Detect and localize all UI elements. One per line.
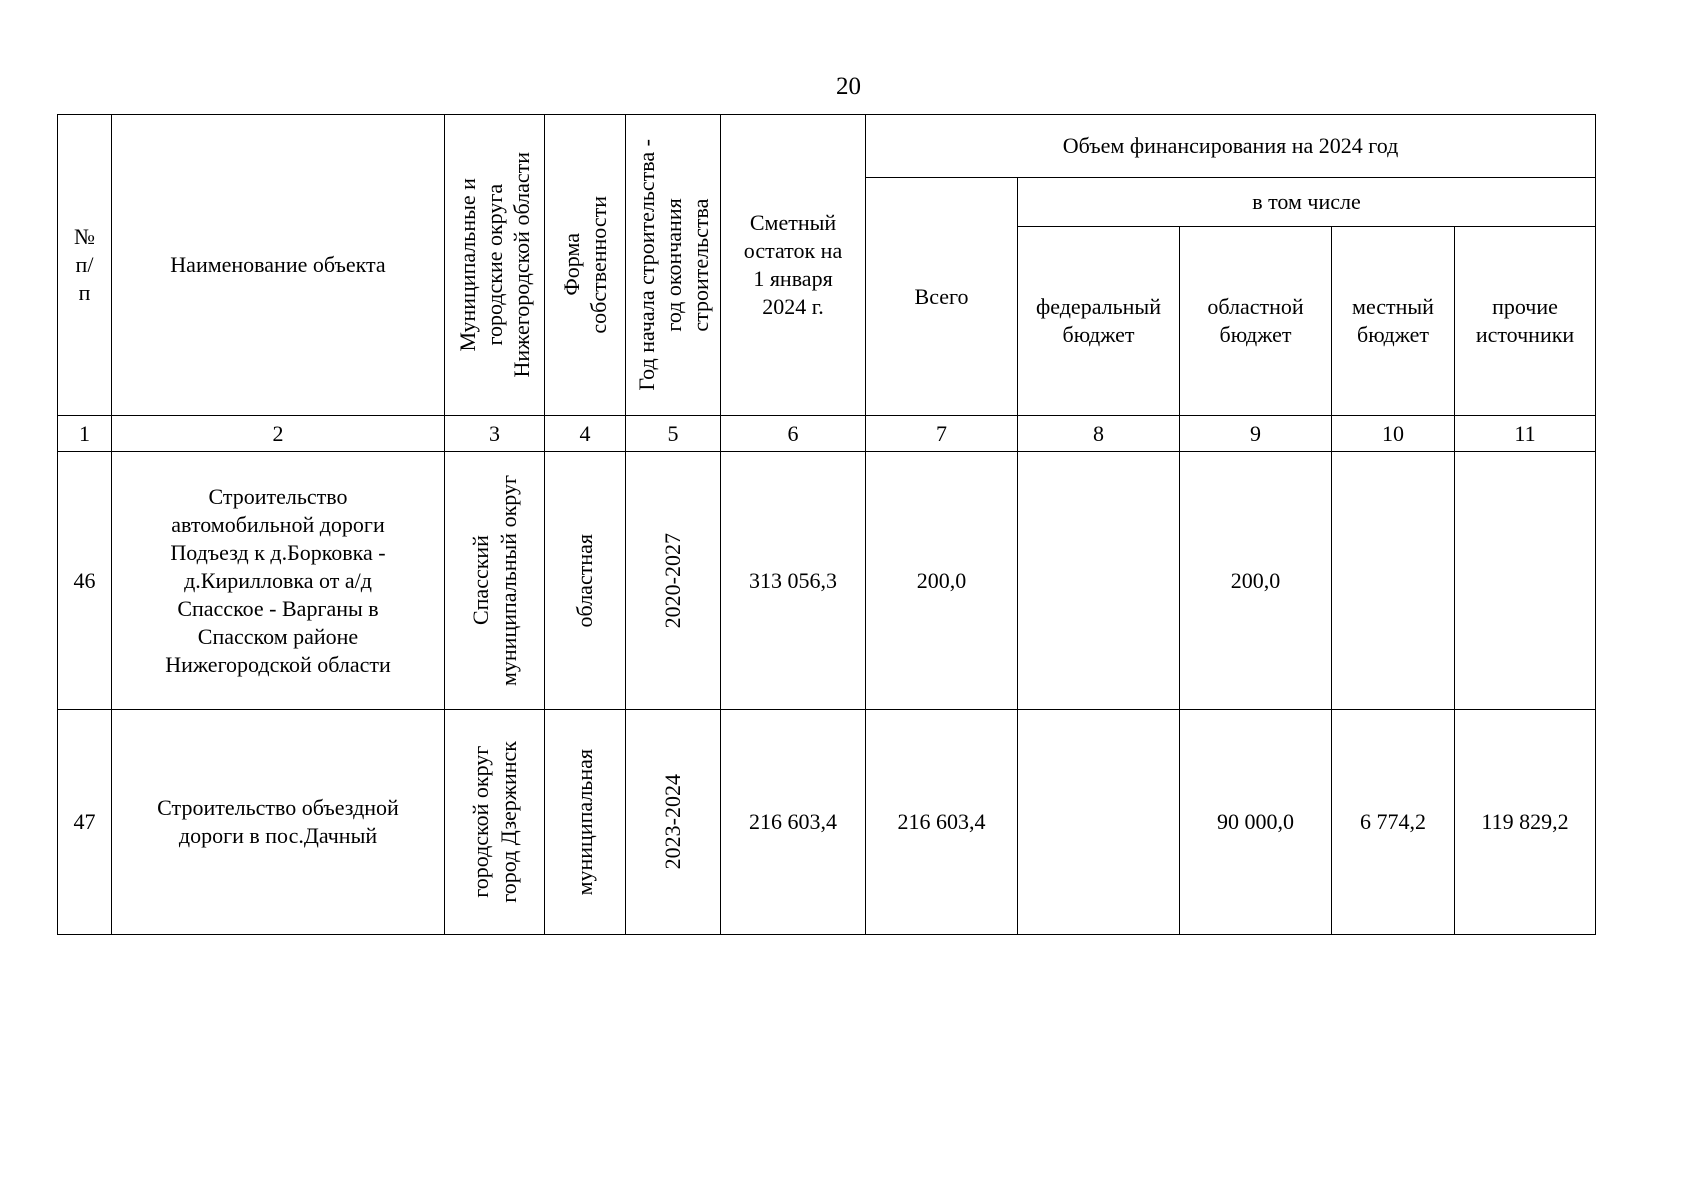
row-federal [1018, 710, 1180, 935]
row-other: 119 829,2 [1455, 710, 1596, 935]
header-municipality-label: Муниципальные и городские округа Нижегородской области [455, 152, 534, 378]
row-ownership-text: областная [572, 533, 597, 628]
header-including [1018, 178, 1596, 227]
row-local: 6 774,2 [1332, 710, 1455, 935]
header-funding-group [866, 115, 1596, 178]
header-years-label: Год начала строительства - год окончания строительства [633, 139, 713, 391]
row-total: 216 603,4 [866, 710, 1018, 935]
row-regional: 90 000,0 [1180, 710, 1332, 935]
header-balance [721, 115, 866, 416]
row-name [112, 452, 445, 710]
colnum-3: 3 [445, 416, 545, 452]
row-other [1455, 452, 1596, 710]
header-total-label: Всего [914, 283, 969, 309]
colnum-9: 9 [1180, 416, 1332, 452]
header-row-1 [58, 115, 1596, 178]
row-name [112, 710, 445, 935]
row-balance: 216 603,4 [721, 710, 866, 935]
row-municipality-text: городской округ город Дзержинск [467, 741, 521, 903]
row-local [1332, 452, 1455, 710]
header-years [626, 115, 721, 416]
row-ownership [545, 452, 626, 710]
row-name-text: Строительство объездной дороги в пос.Дачный [157, 795, 399, 848]
row-name-text: Строительство автомобильной дороги Подъезд к д.Борковка - д.Кирилловка от а/д Спасское - Варганы в Спасском районе Нижегородской области [165, 483, 391, 677]
row-years [626, 452, 721, 710]
row-ownership-text: муниципальная [572, 748, 597, 896]
header-local-label: местный бюджет [1352, 294, 1434, 347]
header-name [112, 115, 445, 416]
row-municipality-text: Спасский муниципальный округ [467, 474, 521, 686]
header-other-label: прочие источники [1475, 294, 1575, 347]
header-federal-label: федеральный бюджет [1036, 294, 1161, 347]
header-local [1332, 227, 1455, 416]
financing-table [57, 114, 1596, 935]
header-federal [1018, 227, 1180, 416]
header-ownership-label: Форма собственности [559, 196, 611, 334]
header-funding-group-label: Объем финансирования на 2024 год [1062, 133, 1399, 158]
colnum-6: 6 [721, 416, 866, 452]
row-years [626, 710, 721, 935]
column-numbers-row [58, 416, 1596, 452]
header-total [866, 178, 1018, 416]
row-municipality [445, 710, 545, 935]
row-federal [1018, 452, 1180, 710]
table-row [58, 452, 1596, 710]
header-num [58, 115, 112, 416]
header-including-label: в том числе [1252, 189, 1361, 214]
header-regional-label: областной бюджет [1207, 294, 1304, 347]
colnum-1: 1 [58, 416, 112, 452]
row-ownership [545, 710, 626, 935]
table-row [58, 710, 1596, 935]
header-name-label: Наименование объекта [170, 252, 386, 277]
colnum-7: 7 [866, 416, 1018, 452]
row-years-text: 2023-2024 [660, 774, 685, 870]
header-regional [1180, 227, 1332, 416]
colnum-11: 11 [1455, 416, 1596, 452]
header-municipality [445, 115, 545, 416]
page-number: 20 [836, 73, 861, 100]
row-balance: 313 056,3 [721, 452, 866, 710]
colnum-5: 5 [626, 416, 721, 452]
row-years-text: 2020-2027 [660, 532, 685, 629]
row-regional: 200,0 [1180, 452, 1332, 710]
row-total: 200,0 [866, 452, 1018, 710]
header-ownership [545, 115, 626, 416]
colnum-8: 8 [1018, 416, 1180, 452]
header-balance-label: Сметный остаток на 1 января 2024 г. [743, 210, 843, 319]
header-other [1455, 227, 1596, 416]
row-municipality [445, 452, 545, 710]
colnum-4: 4 [545, 416, 626, 452]
row-num: 47 [58, 710, 112, 935]
colnum-2: 2 [112, 416, 445, 452]
colnum-10: 10 [1332, 416, 1455, 452]
header-num-label: № п/ п [74, 224, 95, 305]
row-num: 46 [58, 452, 112, 710]
